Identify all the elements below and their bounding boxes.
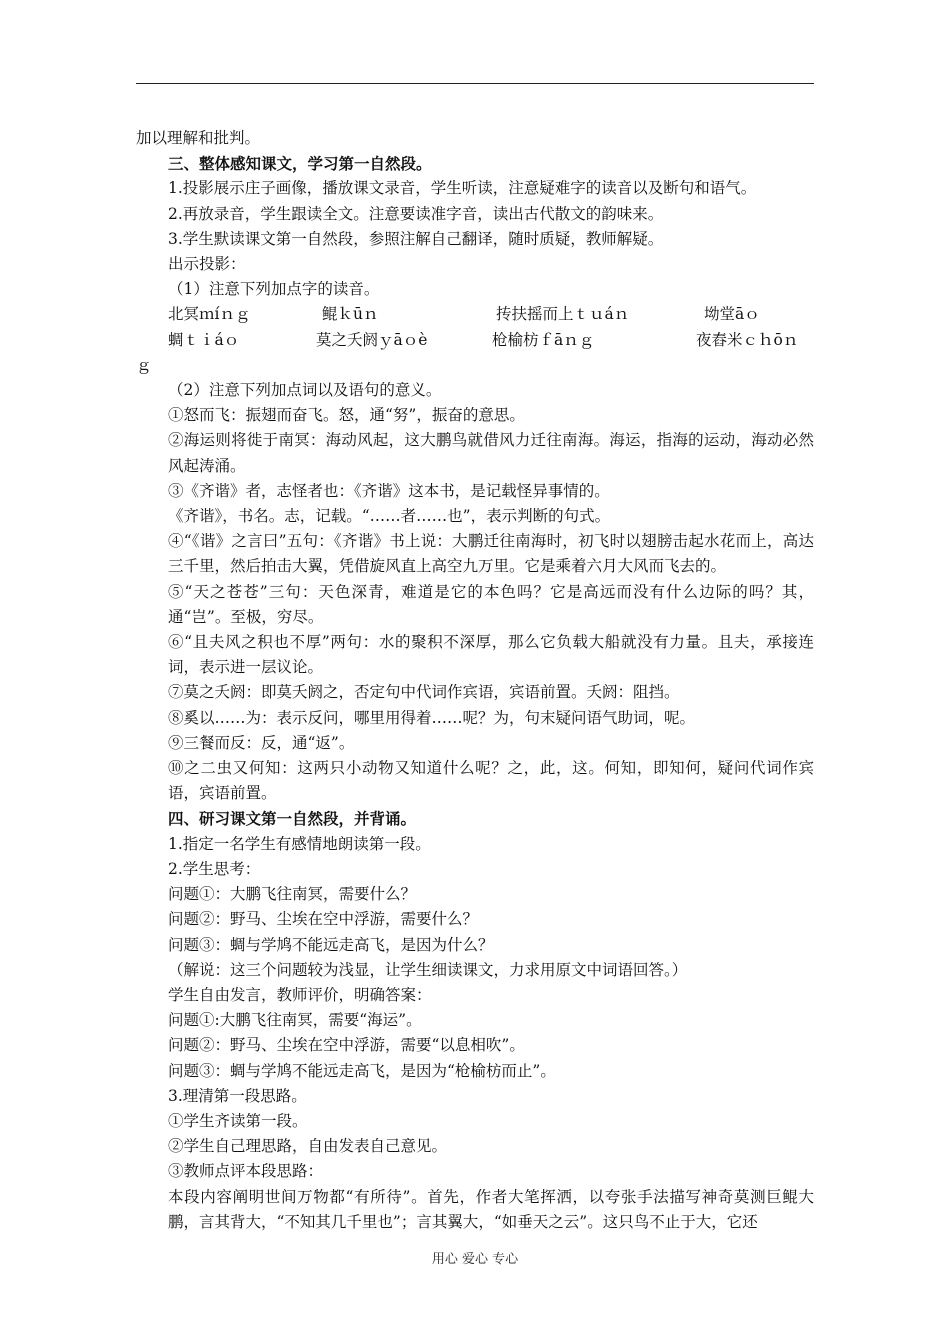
text-line: 3.学生默读课文第一自然段，参照注解自己翻译，随时质疑，教师解疑。 — [168, 229, 664, 248]
note-item: ⑦莫之夭阏：即莫夭阏之，否定句中代词作宾语，宾语前置。夭阏：阻挡。 — [168, 683, 680, 702]
text-line: （1）注意下列加点字的读音。 — [168, 280, 380, 299]
text-line: （解说：这三个问题较为浅显，让学生细读课文，力求用原文中词语回答。） — [168, 960, 688, 979]
pinyin-item: 蜩ｔｉáｏ — [168, 330, 240, 349]
text-line: 2.再放录音，学生跟读全文。注意要读准字音，读出古代散文的韵味来。 — [168, 204, 664, 223]
text-line: 加以理解和批判。 — [136, 129, 261, 147]
answer-item: 问题①:大鹏飞往南冥，需要“海运”。 — [168, 1011, 422, 1030]
note-item: ⑩之二虫又何知：这两只小动物又知道什么呢？之，此，这。何知，即知何，疑问代词作宾语，宾语前置。 — [168, 759, 814, 803]
note-item: ⑨三餐而反：反，通“返”。 — [168, 733, 355, 752]
note-item: ④“《谐》之言曰”五句：《齐谐》书上说：大鹏迁往南海时，初飞时以翅膀击起水花而上，高达三千里，然后拍击大翼，凭借旋风直上高空九万里。它是乘着六月大风而飞去的。 — [168, 532, 814, 576]
text-line: 学生自由发言，教师评价，明确答案： — [168, 985, 432, 1004]
page-footer: 用心 爱心 专心 — [431, 1252, 519, 1267]
answer-item: 问题③：蜩与学鸠不能远走高飞，是因为“枪榆枋而止”。 — [168, 1061, 556, 1080]
pinyin-row — [136, 302, 814, 327]
note-item: ①怒而飞：振翅而奋飞。怒，通“努”，振奋的意思。 — [168, 406, 525, 425]
note-item: ⑤“天之苍苍”三句：天色深青，难道是它的本色吗？它是高远而没有什么边际的吗？其，通“岂”。至极，穷尽。 — [168, 582, 814, 626]
answer-item: 问题②：野马、尘埃在空中浮游，需要“以息相吹”。 — [168, 1036, 525, 1055]
text-line: ②学生自己理思路，自由发表自己意见。 — [168, 1137, 448, 1156]
note-item: ⑧奚以……为：表示反问，哪里用得着……呢？为，句末疑问语气助词，呢。 — [168, 708, 696, 727]
pinyin-item: 莫之夭阏ｙāｏè — [316, 330, 428, 349]
pinyin-item: 夜舂米ｃｈōｎ — [696, 330, 799, 349]
text-line: 3.理清第一段思路。 — [168, 1086, 307, 1105]
pinyin-item: 枪榆枋ｆāｎｇ — [492, 330, 595, 349]
section-heading: 三、整体感知课文，学习第一自然段。 — [168, 154, 432, 174]
note-item: 《齐谐》，书名。志，记载。“……者……也”，表示判断的句式。 — [168, 507, 611, 526]
text-line: 出示投影： — [168, 255, 246, 274]
pinyin-item: 坳堂āｏ — [704, 305, 760, 324]
question-item: 问题③：蜩与学鸠不能远走高飞，是因为什么？ — [168, 935, 494, 954]
pinyin-row — [136, 328, 814, 353]
text-line: 2.学生思考： — [168, 859, 261, 878]
question-item: 问题①：大鹏飞往南冥，需要什么？ — [168, 885, 417, 904]
note-item: ③《齐谐》者，志怪者也：《齐谐》这本书，是记载怪异事情的。 — [168, 481, 610, 500]
question-item: 问题②：野马、尘埃在空中浮游，需要什么？ — [168, 910, 479, 929]
text-line: （2）注意下列加点词以及语句的意义。 — [168, 381, 442, 400]
text-line: 1.指定一名学生有感情地朗读第一段。 — [168, 834, 431, 853]
note-item: ②海运则将徙于南冥：海动风起，这大鹏鸟就借风力迁往南海。海运，指海的运动，海动必然风起涛涌。 — [168, 431, 814, 475]
pinyin-item: 抟扶摇而上ｔｕáｎ — [496, 305, 630, 324]
text-line: ③教师点评本段思路： — [168, 1162, 324, 1181]
section-heading: 四、研习课文第一自然段，并背诵。 — [168, 809, 417, 829]
pinyin-item: 北冥ｍíｎｇ — [168, 305, 251, 324]
text-line: 本段内容阐明世间万物都“有所待”。首先，作者大笔挥洒，以夸张手法描写神奇莫测巨鲲大鹏，言其背大，“不知其几千里也”；言其翼大，“如垂天之云”。这只鸟不止于大，它还 — [168, 1187, 814, 1231]
text-line: ｇ — [136, 355, 152, 374]
text-line: ①学生齐读第一段。 — [168, 1111, 308, 1130]
note-item: ⑥“且夫风之积也不厚”两句：水的聚积不深厚，那么它负载大船就没有力量。且夫，承接连词，表示进一层议论。 — [168, 633, 814, 677]
document-body — [136, 126, 814, 1235]
header-rule — [136, 83, 814, 84]
text-line: 1.投影展示庄子画像，播放课文录音，学生听读，注意疑难字的读音以及断句和语气。 — [168, 179, 757, 198]
pinyin-item: 鲲ｋūｎ — [322, 305, 379, 324]
